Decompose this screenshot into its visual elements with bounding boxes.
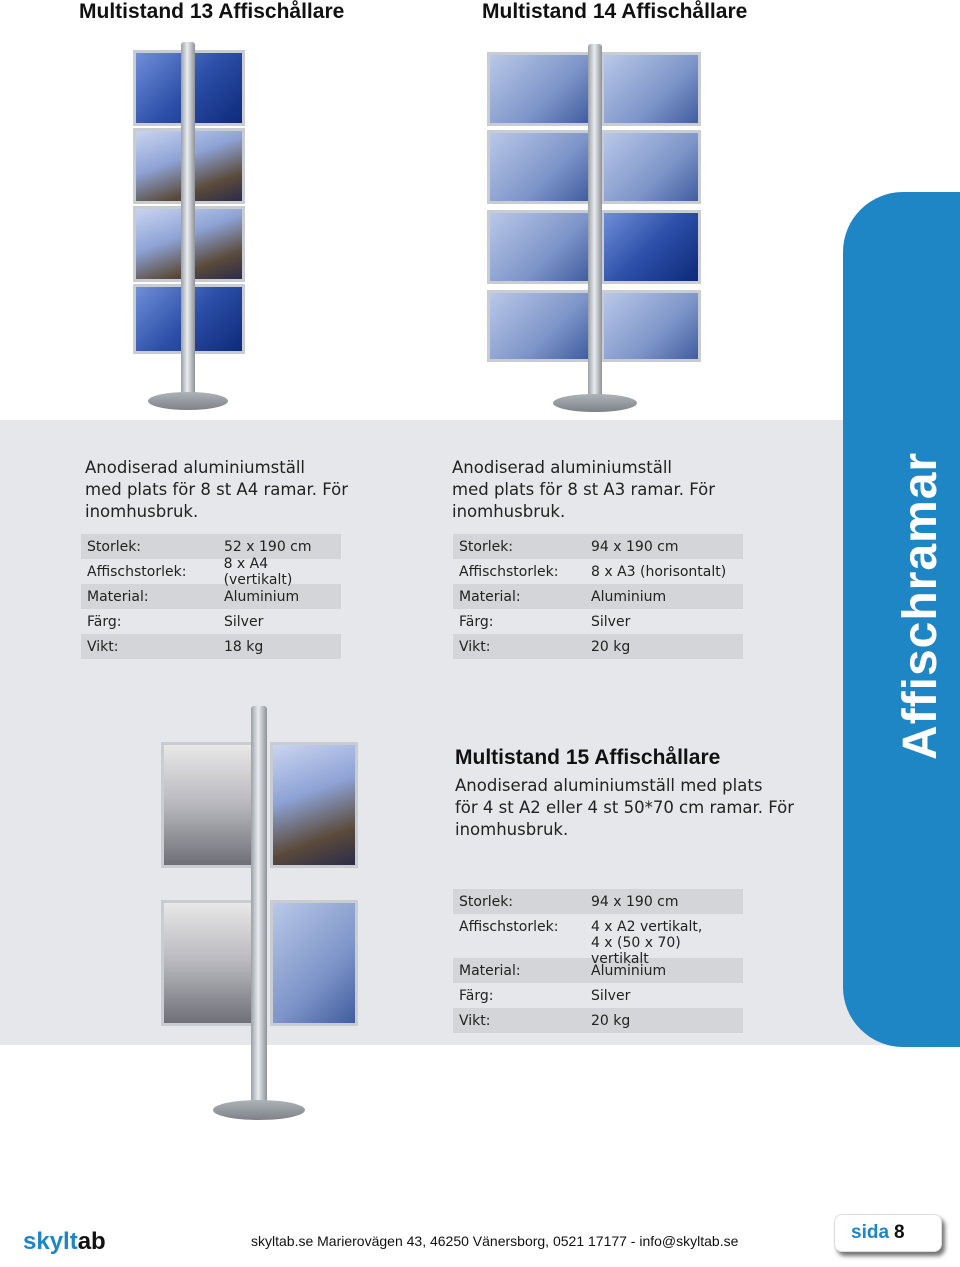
spec-value [591, 919, 743, 967]
category-side-tab-label: Affischramar [894, 451, 947, 760]
spec-row [453, 609, 743, 634]
spec-row [453, 634, 743, 659]
spec-row [453, 1008, 743, 1033]
poster-frame [487, 130, 591, 204]
page-number-badge [834, 1214, 942, 1252]
desc-line: inomhusbruk. [452, 502, 566, 521]
poster-frame [601, 130, 701, 204]
spec-label: Material: [87, 588, 149, 605]
desc-line: Anodiserad aluminiumställ [85, 458, 305, 477]
spec-label: Vikt: [459, 1012, 491, 1029]
stand14-description [452, 457, 715, 523]
stand-pole [181, 42, 195, 398]
spec-value: Aluminium [591, 588, 667, 605]
spec-value: 20 kg [591, 638, 631, 655]
stand-pole [251, 706, 267, 1108]
stand-base [213, 1100, 305, 1120]
stand15-title: Multistand 15 Affischållare [455, 746, 721, 769]
stand-base [148, 392, 228, 410]
spec-value: 94 x 190 cm [591, 893, 679, 910]
stand15-spec-table [453, 889, 743, 1033]
poster-frame [161, 900, 257, 1026]
spec-label: Storlek: [459, 538, 514, 555]
poster-frame [601, 210, 701, 284]
spec-label: Material: [459, 588, 521, 605]
spec-value: 52 x 190 cm [224, 538, 312, 555]
spec-label: Färg: [87, 613, 122, 630]
spec-value: Aluminium [591, 962, 667, 979]
spec-value: 20 kg [591, 1012, 631, 1029]
poster-frame [487, 52, 591, 126]
desc-line: Anodiserad aluminiumställ [452, 458, 672, 477]
page-number: 8 [894, 1222, 905, 1243]
spec-row [81, 634, 341, 659]
spec-label: Färg: [459, 613, 494, 630]
spec-value-line: 4 x (50 x 70) vertikalt [590, 935, 681, 967]
stand-base [553, 394, 637, 412]
spec-row [81, 609, 341, 634]
desc-line: inomhusbruk. [85, 502, 199, 521]
stand13-spec-table [81, 534, 341, 659]
spec-row [453, 559, 743, 584]
spec-value: 18 kg [224, 638, 264, 655]
poster-frame [270, 742, 358, 868]
stand-pole [588, 44, 602, 400]
spec-value-line: 4 x A2 vertikalt, [590, 919, 703, 935]
spec-row [81, 555, 341, 588]
spec-row [453, 914, 743, 967]
spec-label: Affischstorlek: [87, 563, 187, 580]
poster-frame [487, 210, 591, 284]
stand13-title: Multistand 13 Affischållare [79, 0, 345, 23]
spec-label: Affischstorlek: [459, 563, 559, 580]
desc-line: med plats för 8 st A3 ramar. För [452, 480, 716, 499]
poster-frame [601, 52, 701, 126]
desc-line: för 4 st A2 eller 4 st 50*70 cm ramar. För [455, 798, 795, 817]
stand13-description [85, 457, 348, 523]
spec-label: Affischstorlek: [459, 919, 559, 935]
page-label: sida [851, 1222, 890, 1243]
brand-logo-part: skylt [23, 1228, 78, 1255]
spec-label: Vikt: [87, 638, 119, 655]
desc-line: Anodiserad aluminiumställ med plats [455, 776, 763, 795]
spec-value: 8 x A3 (horisontalt) [591, 563, 727, 580]
spec-value: Aluminium [224, 588, 300, 605]
spec-label: Material: [459, 962, 521, 979]
desc-line: med plats för 8 st A4 ramar. För [85, 480, 349, 499]
stand14-title: Multistand 14 Affischållare [482, 0, 748, 23]
footer-address: skyltab.se Marierovägen 43, 46250 Vänersborg, 0521 17177 - info@skyltab.se [251, 1233, 739, 1249]
spec-label: Storlek: [87, 538, 142, 555]
spec-value: Silver [591, 613, 631, 630]
spec-value: Silver [591, 987, 631, 1004]
spec-row [453, 534, 743, 559]
spec-label: Vikt: [459, 638, 491, 655]
spec-row [81, 584, 341, 609]
poster-frame [487, 290, 591, 362]
poster-frame [270, 900, 358, 1026]
spec-label: Färg: [459, 987, 494, 1004]
poster-frame [161, 742, 257, 868]
stand14-spec-table [453, 534, 743, 659]
desc-line: inomhusbruk. [455, 820, 569, 839]
brand-logo[interactable] [23, 1228, 106, 1256]
spec-row [453, 983, 743, 1008]
poster-frame [601, 290, 701, 362]
spec-value: 94 x 190 cm [591, 538, 679, 555]
spec-value: 8 x A4 (vertikalt) [223, 555, 293, 588]
spec-value: Silver [224, 613, 264, 630]
spec-row [453, 584, 743, 609]
brand-logo-part: ab [77, 1228, 106, 1255]
stand15-description [455, 775, 794, 841]
spec-label: Storlek: [459, 893, 514, 910]
spec-row [453, 889, 743, 914]
